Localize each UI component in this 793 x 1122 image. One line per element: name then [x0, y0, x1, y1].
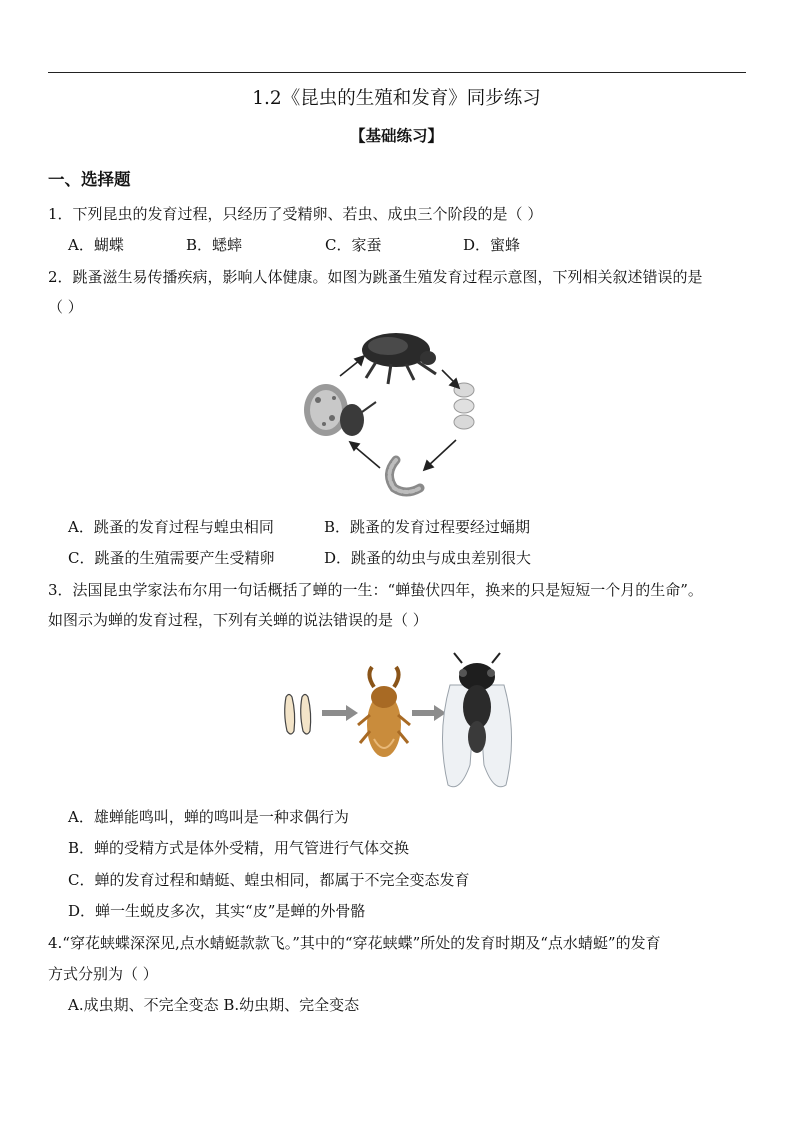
cicada-adult-image — [442, 653, 511, 787]
question-1-options — [68, 235, 520, 255]
flea-larva-image — [389, 460, 420, 492]
question-2-stem-cont: （ ） — [48, 298, 83, 316]
header-rule — [48, 72, 746, 73]
q2-option-c[interactable]: C．跳蚤的生殖需要产生受精卵 — [68, 549, 275, 567]
cicada-nymph-image — [358, 667, 410, 757]
cicada-egg-image — [285, 695, 311, 735]
flea-egg-image — [454, 383, 474, 429]
question-3-stem: 3．法国昆虫学家法布尔用一句话概括了蝉的一生：“蝉蛰伏四年，换来的只是短短一个月的生命”。 — [48, 581, 703, 599]
q1-option-d[interactable]: D．蜜蜂 — [463, 236, 521, 254]
question-2-stem: 2．跳蚤滋生易传播疾病，影响人体健康。如图为跳蚤生殖发育过程示意图，下列相关叙述错误的是 — [48, 268, 703, 286]
question-4-stem: 4.“穿花蛱蝶深深见,点水蜻蜓款款飞。”其中的“穿花蛱蝶”所处的发育时期及“点水蜻蜓”的发育 — [48, 934, 661, 952]
q4-options-row-1[interactable]: A.成虫期、不完全变态 B.幼虫期、完全变态 — [68, 996, 360, 1014]
arrow-egg-to-nymph — [322, 705, 358, 721]
question-4-stem-cont: 方式分别为（ ） — [48, 965, 158, 983]
q2-option-a[interactable]: A．跳蚤的发育过程与蝗虫相同 — [68, 518, 274, 536]
question-2-options-row-2 — [68, 548, 531, 568]
q3-option-d[interactable]: D．蝉一生蜕皮多次，其实“皮”是蝉的外骨骼 — [68, 902, 366, 920]
arrow-nymph-to-adult — [412, 705, 446, 721]
flea-life-cycle-figure — [296, 328, 476, 500]
section-heading: 一、选择题 — [48, 170, 131, 189]
q1-option-c[interactable]: C．家蚕 — [325, 236, 382, 254]
question-3-stem-cont: 如图示为蝉的发育过程，下列有关蝉的说法错误的是（ ） — [48, 611, 428, 629]
q2-option-d[interactable]: D．跳蚤的幼虫与成虫差别很大 — [324, 549, 532, 567]
q3-option-a[interactable]: A．雄蝉能鸣叫，蝉的鸣叫是一种求偶行为 — [68, 808, 349, 826]
flea-adult-image — [362, 333, 436, 384]
cicada-development-figure — [278, 645, 518, 795]
q2-option-b[interactable]: B．跳蚤的发育过程要经过蛹期 — [324, 518, 531, 536]
page-subtitle: 【基础练习】 — [349, 126, 443, 145]
q1-option-b[interactable]: B．蟋蟀 — [186, 236, 243, 254]
q3-option-c[interactable]: C．蝉的发育过程和蜻蜓、蝗虫相同，都属于不完全变态发育 — [68, 871, 470, 889]
question-2-options-row-1 — [68, 517, 530, 537]
flea-pupa-image — [304, 384, 376, 436]
q3-option-b[interactable]: B．蝉的受精方式是体外受精，用气管进行气体交换 — [68, 839, 410, 857]
q1-option-a[interactable]: A．蝴蝶 — [68, 236, 124, 254]
page-title: 1.2《昆虫的生殖和发育》同步练习 — [252, 88, 541, 109]
question-1-stem: 1．下列昆虫的发育过程，只经历了受精卵、若虫、成虫三个阶段的是（ ） — [48, 205, 543, 223]
